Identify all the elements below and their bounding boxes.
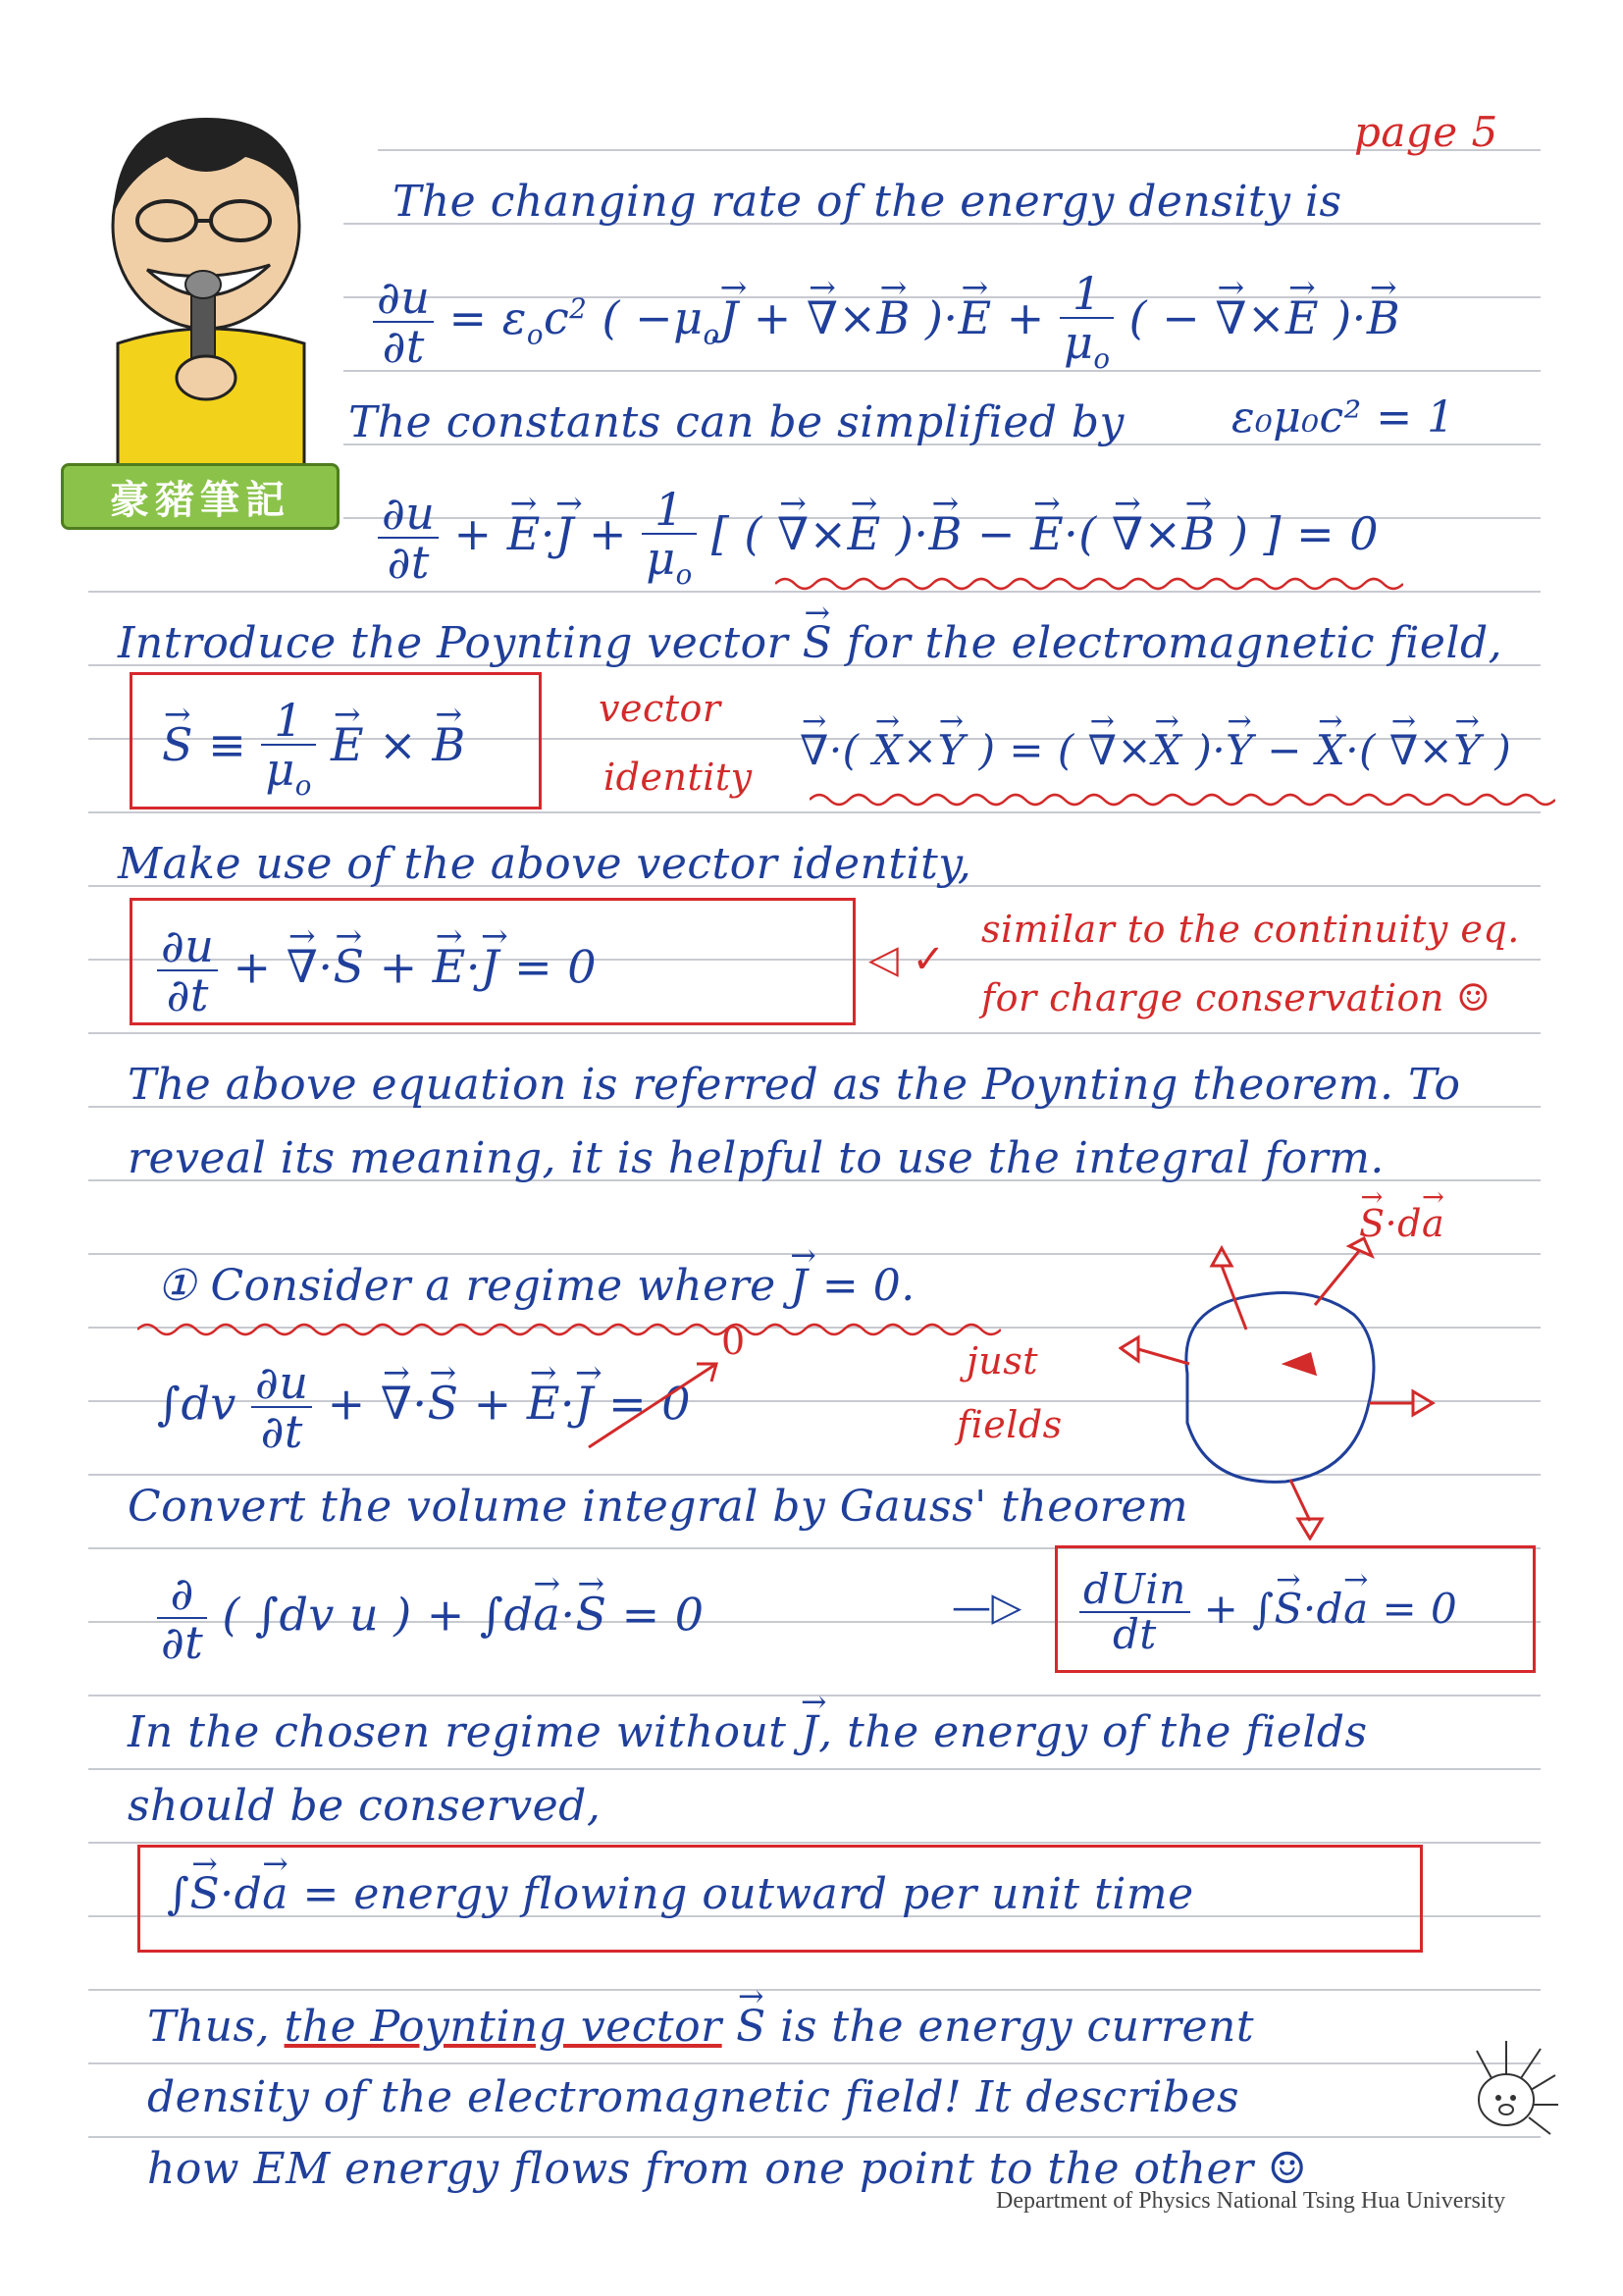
implies-arrow-icon: —▷ [952,1585,1022,1630]
text-line-referred: The above equation is referred as the Poynting theorem. To [128,1060,1461,1110]
text-line-conserved: should be conserved, [128,1781,602,1831]
footer-department: Department of Physics National Tsing Hua University [996,2188,1506,2214]
equation-energy-balance: $\frac{\partial u}{\partial t}$ + → E·→ J + $\frac{1}{\mu_o}$ [ ( → ∇×→ E )·→ B − → E·( → ∇×→ B ) ] = 0 [378,486,1379,590]
text-line-how: how EM energy flows from one point to the other ☺ [147,2144,1307,2194]
integral-equation-case1: ∫dv $\frac{\partial u}{\partial t}$ + → ∇·→ S + → E·→ J = 0 [157,1359,691,1456]
wavy-underline-identity [810,790,1555,809]
thus-text-a: Thus, [147,2002,271,2052]
text-line-constants: The constants can be simplified by [348,397,1125,447]
case1-number: ① [157,1261,196,1311]
vector-identity-equation: → ∇·( → X×→ Y ) = ( → ∇×→ X )·→ Y − → X·( → ∇×→ Y ) [800,726,1511,774]
thus-text-c: is the energy current [780,2002,1255,2052]
notes-badge [61,463,340,530]
gauss-equation: $\frac{\partial}{\partial t}$ ( ∫dv u ) + ∫d→ a·→ S = 0 [157,1570,705,1667]
energy-flow-statement: ∫→ S·d→ a = energy flowing outward per unit time [167,1869,1194,1919]
page-label: page 5 [1354,108,1498,156]
case1-line: ① Consider a regime where → J = 0. [157,1261,916,1311]
similar-note-2: for charge conservation ☺ [981,976,1491,1019]
dUin-equation: $\frac{\text{dUin}}{dt}$ + ∫→ S·d→ a = 0 [1079,1568,1457,1656]
poynting-theorem-equation: $\frac{\partial u}{\partial t}$ + → ∇·→ S + → E·→ J = 0 [157,922,597,1019]
fields-label: fields [957,1403,1063,1446]
text-line-changing-rate: The changing rate of the energy density is [393,177,1342,227]
just-label: just [967,1339,1039,1383]
chosen-text-end: , the energy of the fields [818,1707,1368,1757]
text-line-density: density of the electromagnetic field! It describes [147,2072,1240,2122]
s-da-label: → S·d→ a [1359,1202,1444,1245]
badge-text: 豪豬筆記 [110,477,290,523]
introduce-text: Introduce the Poynting vector [118,618,789,668]
equation-du-dt: $\frac{\partial u}{\partial t}$ = $\varepsilon_oc^2$ ( $-\mu_o\to J$ + → ∇×→ B )·→ E + $\frac{1}{\mu_o}$ ( − → ∇×→ E )·→ B [373,270,1400,374]
text-line-make-use: Make use of the above vector identity, [118,839,972,889]
duin-numerator: dUin [1079,1568,1190,1613]
text-line-chosen: In the chosen regime without → J, the energy of the fields [128,1707,1368,1757]
text-line-introduce: Introduce the Poynting vector → S for the electromagnetic field, [118,618,1502,668]
left-arrow-icon: ◁ ✓ [868,937,946,982]
zero-annotation: 0 [721,1320,746,1363]
similar-note-1: similar to the continuity eq. [981,908,1520,951]
porcupine-doodle-icon [1452,2031,1560,2149]
text-line-convert: Convert the volume integral by Gauss' theorem [128,1482,1189,1532]
text-line-reveal: reveal its meaning, it is helpful to use the integral form. [128,1133,1385,1183]
poynting-definition: → S ≡ $\frac{1}{\mu_o}$ → E × → B [162,697,466,801]
chosen-text: In the chosen regime without [128,1707,787,1757]
wavy-underline-case1 [137,1320,1001,1339]
duin-denominator: dt [1113,1610,1157,1659]
mascot-illustration [59,98,353,471]
case1-text: Consider a regime where [210,1261,776,1311]
vector-label: vector [599,687,721,730]
thus-text-b: the Poynting vector [284,2002,722,2052]
wavy-underline-eq2 [775,574,1403,594]
text-line-thus: Thus, the Poynting vector → S is the energy current [147,2002,1254,2052]
constants-identity: ε₀μ₀c² = 1 [1231,392,1455,443]
energy-flow-text: = energy flowing outward per unit time [302,1869,1194,1919]
introduce-text-end: for the electromagnetic field, [846,618,1503,668]
identity-label: identity [603,756,753,799]
strikethrough-arrow-icon [579,1349,736,1457]
